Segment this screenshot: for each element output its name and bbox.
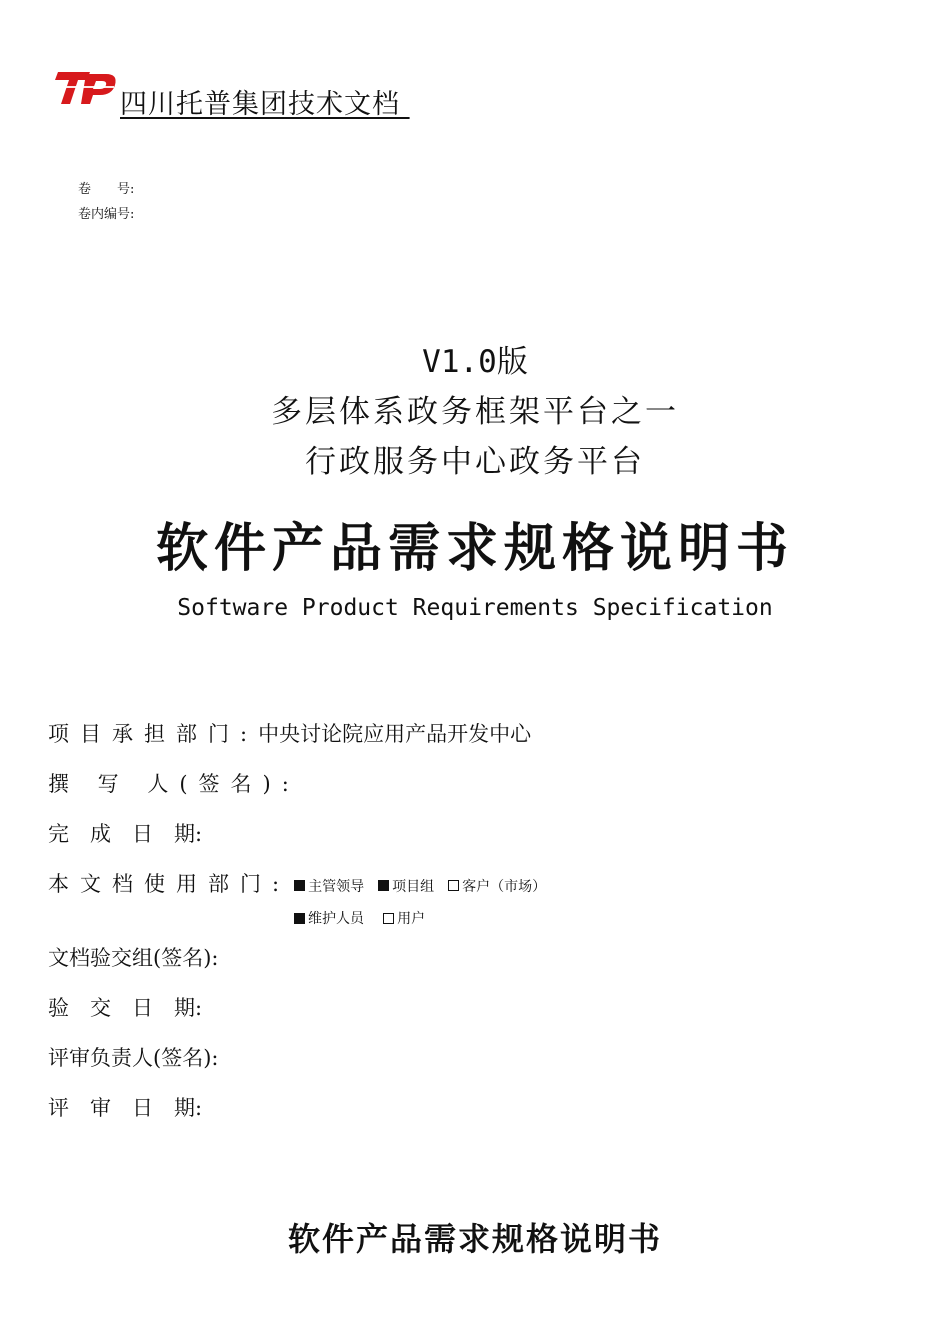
option-user[interactable]: 用户 — [383, 908, 425, 928]
checkbox-checked-icon — [294, 913, 305, 924]
acceptance-group-field — [48, 942, 218, 972]
review-date-label: 评 审 日 期: — [48, 1096, 203, 1120]
checkbox-unchecked-icon — [383, 913, 394, 924]
option-maintenance[interactable]: 维护人员 — [294, 908, 364, 928]
checkbox-unchecked-icon — [448, 880, 459, 891]
usage-options-row-2 — [294, 908, 439, 928]
writer-label: 撰 写 人(签名): — [48, 772, 300, 796]
english-title: Software Product Requirements Specification — [177, 595, 773, 621]
volume-number-label: 卷 号: — [78, 182, 135, 197]
acceptance-date-field — [48, 992, 202, 1022]
company-logo — [52, 68, 118, 108]
reviewer-label: 评审负责人(签名): — [48, 1046, 219, 1070]
acceptance-date-label: 验 交 日 期: — [48, 996, 203, 1020]
usage-dept-field — [48, 868, 560, 898]
version-number: V1.0 — [422, 344, 497, 380]
volume-inner-number-label: 卷内编号: — [78, 207, 135, 222]
main-title: 软件产品需求规格说明书 — [155, 518, 794, 579]
checkbox-checked-icon — [294, 880, 305, 891]
reviewer-field — [48, 1042, 218, 1072]
writer-field — [48, 768, 300, 798]
usage-dept-label: 本文档使用部门: — [48, 872, 291, 896]
department-field — [48, 718, 531, 748]
department-label: 项目承担部门: — [48, 722, 259, 746]
company-doc-title: 四川托普集团技术文档 — [120, 89, 410, 120]
completion-date-label: 完 成 日 期: — [48, 822, 203, 846]
checkbox-checked-icon — [378, 880, 389, 891]
subtitle-1: 多层体系政务框架平台之一 — [271, 394, 679, 430]
review-date-field — [48, 1092, 202, 1122]
option-project-team[interactable]: 项目组 — [378, 876, 434, 896]
option-customer[interactable]: 客户（市场） — [448, 876, 546, 896]
footer-title: 软件产品需求规格说明书 — [287, 1220, 662, 1258]
completion-date-field — [48, 818, 202, 848]
acceptance-group-label: 文档验交组(签名): — [48, 946, 219, 970]
version-line — [0, 336, 950, 381]
subtitle-2: 行政服务中心政务平台 — [305, 444, 645, 480]
option-supervisor[interactable]: 主管领导 — [294, 876, 364, 896]
version-suffix: 版 — [496, 344, 528, 380]
department-value: 中央讨论院应用产品开发中心 — [258, 722, 532, 746]
